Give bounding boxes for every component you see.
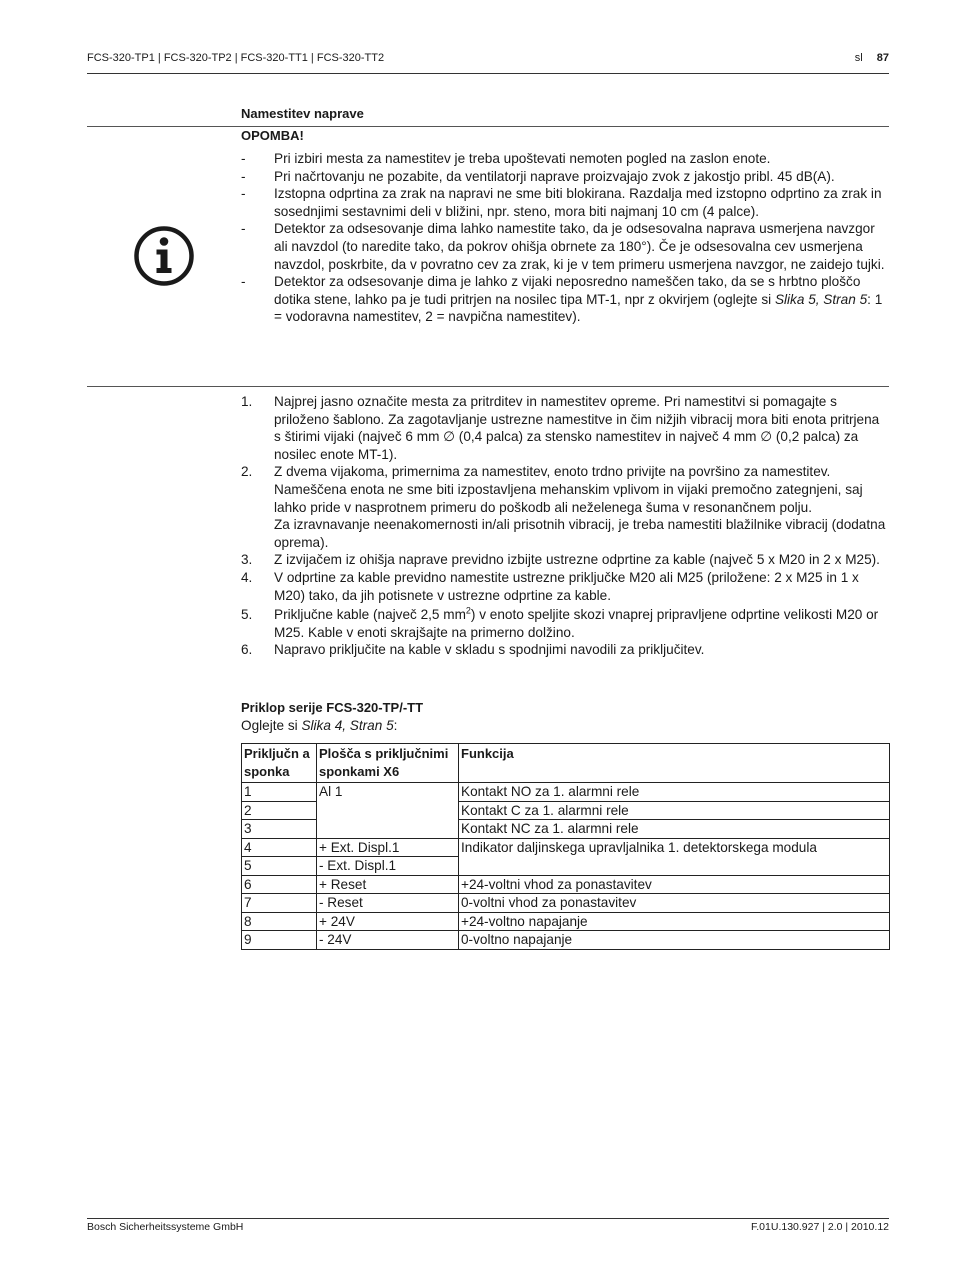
figure-reference: Slika 5, Stran 5 [774,291,868,307]
terminal-cell: 7 [242,894,317,913]
step-item [241,641,889,659]
function-cell: 0-voltno napajanje [459,931,890,950]
column-header-board: Plošča s priključnimi sponkami X6 [317,744,459,783]
figure-reference: Slika 4, Stran 5 [301,718,394,733]
note-top-rule [87,126,889,127]
step-text: Napravo priključite na kable v skladu s spodnjimi navodili za priključitev. [274,642,705,658]
dash-marker: - [241,151,246,166]
step-item [241,569,889,604]
terminal-cell: 5 [242,857,317,876]
function-cell: Kontakt C za 1. alarmni rele [459,801,890,820]
note-list [241,150,889,326]
installation-steps [241,393,889,659]
terminal-cell: 4 [242,838,317,857]
note-item [241,185,889,220]
function-cell: Indikator daljinskega upravljalnika 1. detektorskega modula [459,838,890,875]
step-number: 4. [241,569,253,585]
connection-title: Priklop serije FCS-320-TP/-TT [241,700,424,715]
step-number: 1. [241,394,253,409]
dash-marker: - [241,274,246,290]
connection-reference [241,718,397,733]
note-item-text: Pri izbiri mesta za namestitev je treba upoštevati nemoten pogled na zaslon enote. [274,151,771,166]
board-cell: + Ext. Displ.1 [317,838,459,857]
step-number: 3. [241,552,253,568]
table-row [242,838,890,857]
note-item [241,220,889,273]
function-cell: +24-voltni vhod za ponastavitev [459,875,890,894]
note-item-text: Detektor za odsesovanje dima lahko namestite tako, da je odsesovalna naprava usmerjena navzgor ali navzdol (to naredite tako, da pokrov ohišja obrnete za 180°). Če je odsesovalna cev usmerjena navzdol, poskrbite, da v povratno cev za zrak, ki je v tem primeru usmerjena navzgor, ne zaidejo tujki. [274,221,885,272]
step-text: V odprtine za kable previdno namestite ustrezne priključke M20 ali M25 (priložene: 2 x M25 in 1 x M20) tako, da jih potisnete v ustrezne odprtine za kable. [274,569,859,603]
step-item [241,606,889,641]
step-text: Z izvijačem iz ohišja naprave previdno izbijte ustrezne odprtine za kable (največ 5 x M20 in 2 x M25). [274,552,880,568]
terminal-cell: 6 [242,875,317,894]
function-cell: +24-voltno napajanje [459,912,890,931]
step-extra-text: Za izravnavanje neenakomernosti in/ali prisotnih vibracij, je treba namestiti blažilnike vibracij (dodatna oprema). [274,517,886,550]
step-item [241,393,889,463]
superscript: 2 [465,605,471,616]
board-cell: + 24V [317,912,459,931]
step-number: 2. [241,464,253,480]
note-bottom-rule [87,386,889,387]
header-rule [87,73,889,74]
board-cell: Al 1 [317,783,459,839]
dash-marker: - [241,168,246,184]
note-item [241,273,889,326]
section-title: Namestitev naprave [241,106,364,121]
table-row [242,894,890,913]
language-code: sl [854,52,863,64]
note-item-text-end: : 1 = vodoravna namestitev, 2 = navpična namestitev). [274,291,883,325]
board-cell: - Reset [317,894,459,913]
header-right [855,52,889,64]
function-cell: Kontakt NC za 1. alarmni rele [459,820,890,839]
terminal-cell: 9 [242,931,317,950]
board-cell: - Ext. Displ.1 [317,857,459,876]
footer-rule [87,1218,889,1219]
step-text: Z dvema vijakoma, primernima za namestitev, enoto trdno privijte na površino za namestitev. Nameščena enota ne sme biti izpostavljena mehanskim vplivom in vijaki premočno zategnjeni, saj lahko pride v nasprotnem primeru do poškodb ali neželenega šuma v resonančnem polju. [274,464,863,515]
step-number: 6. [241,642,253,658]
info-icon [133,225,195,287]
document-id: F.01U.130.927 | 2.0 | 2010.12 [751,1221,889,1233]
terminal-cell: 8 [242,912,317,931]
board-cell: - 24V [317,931,459,950]
column-header-terminal: Priključn a sponka [242,744,317,783]
dash-marker: - [241,221,246,237]
table-row [242,912,890,931]
step-text-end: ) v enoto speljite skozi vnaprej pripravljene odprtine velikosti M20 or M25. Kable v enoti skrajšajte na primerno dolžino. [274,607,879,640]
note-item-text: Pri načrtovanju ne pozabite, da ventilatorji naprave proizvajajo zvok z jakostjo pribl. 45 dB(A). [274,168,835,184]
note-label: OPOMBA! [241,128,304,143]
company-name: Bosch Sicherheitssysteme GmbH [87,1221,244,1233]
document-title: FCS-320-TP1 | FCS-320-TP2 | FCS-320-TT1 | FCS-320-TT2 [87,52,385,64]
page-number: 87 [876,52,889,64]
dash-marker: - [241,186,246,202]
function-cell: 0-voltni vhod za ponastavitev [459,894,890,913]
note-item-text: Izstopna odprtina za zrak na napravi ne sme biti blokirana. Razdalja med izstopno odprtino za zrak in sosednjimi sestavnimi deli v bližini, npr. steno, mora biti najmanj 10 cm (4 palce). [274,186,882,219]
note-item [241,168,889,186]
column-header-function: Funkcija [459,744,890,783]
terminal-cell: 2 [242,801,317,820]
function-cell: Kontakt NO za 1. alarmni rele [459,783,890,802]
reference-suffix: : [393,718,398,733]
note-item [241,150,889,168]
table-row [242,931,890,950]
table-header-row [242,744,890,783]
note-item-text: Detektor za odsesovanje dima je lahko z vijaki neposredno nameščen tako, da se s hrbtno ploščo dotika stene, lahko pa je tudi pritrjen na nosilec tipa MT-1, npr z okvirjem (oglejte si [274,274,861,307]
step-number: 5. [241,607,253,623]
step-item [241,551,889,569]
terminal-cell: 1 [242,783,317,802]
terminal-table [241,743,890,950]
terminal-cell: 3 [242,820,317,839]
step-item [241,463,889,551]
board-cell: + Reset [317,875,459,894]
step-text: Priključne kable (največ 2,5 mm [274,607,466,623]
table-row [242,783,890,802]
table-row [242,875,890,894]
reference-prefix: Oglejte si [241,718,302,733]
step-text: Najprej jasno označite mesta za pritrditev in namestitev opreme. Pri namestitvi si pomagajte s priloženo šablono. Za zagotavljanje ustrezne namestitve in čim nižjih vibracij mora biti enota pritrjena s štirimi vijaki (največ 6 mm ∅ (0,4 palca) za stensko namestitev in največ 4 mm ∅ (0,2 palca) za nosilec enote MT-1). [274,394,880,462]
